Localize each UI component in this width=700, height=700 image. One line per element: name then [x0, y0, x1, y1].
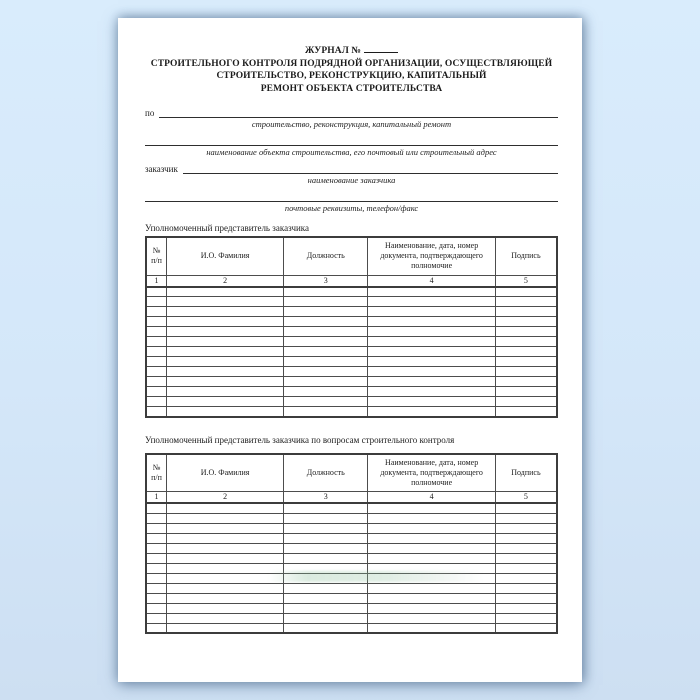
header-cell-1: № п/п	[146, 237, 167, 275]
table-row	[146, 613, 557, 623]
empty-cell	[146, 347, 167, 357]
header-cell-4: Наименование, дата, номер документа, подтверждающего полномочие	[368, 454, 495, 492]
column-number-cell-2: 2	[167, 492, 284, 504]
empty-cell	[495, 397, 557, 407]
empty-cell	[284, 347, 368, 357]
empty-cell	[167, 533, 284, 543]
empty-cell	[146, 513, 167, 523]
empty-cell	[284, 377, 368, 387]
empty-cell	[167, 397, 284, 407]
header-cell-3: Должность	[284, 237, 368, 275]
empty-cell	[495, 523, 557, 533]
empty-cell	[368, 397, 495, 407]
empty-cell	[368, 573, 495, 583]
table-row	[146, 397, 557, 407]
empty-cell	[368, 593, 495, 603]
header-cell-2: И.О. Фамилия	[167, 454, 284, 492]
empty-cell	[368, 553, 495, 563]
table-row	[146, 287, 557, 297]
table-row	[146, 367, 557, 377]
empty-cell	[495, 593, 557, 603]
empty-cell	[167, 503, 284, 513]
column-number-cell-4: 4	[368, 492, 495, 504]
table-row	[146, 563, 557, 573]
table-row	[146, 297, 557, 307]
empty-cell	[495, 623, 557, 633]
empty-cell	[167, 307, 284, 317]
empty-cell	[284, 357, 368, 367]
column-number-cell-1: 1	[146, 492, 167, 504]
table-row	[146, 553, 557, 563]
header-cell-4: Наименование, дата, номер документа, подтверждающего полномочие	[368, 237, 495, 275]
empty-cell	[167, 553, 284, 563]
empty-cell	[146, 503, 167, 513]
field-caption-requisites: почтовые реквизиты, телефон/факс	[284, 203, 419, 213]
empty-cell	[284, 593, 368, 603]
table-row	[146, 337, 557, 347]
empty-cell	[284, 503, 368, 513]
empty-cell	[284, 563, 368, 573]
representatives-table-1	[145, 236, 558, 418]
field-row-zakazchik	[145, 164, 558, 174]
empty-cell	[167, 543, 284, 553]
empty-cell	[167, 573, 284, 583]
empty-cell	[146, 553, 167, 563]
empty-cell	[284, 317, 368, 327]
field-row-po	[145, 108, 558, 118]
empty-cell	[167, 583, 284, 593]
empty-cell	[495, 327, 557, 337]
empty-cell	[146, 523, 167, 533]
empty-cell	[368, 367, 495, 377]
empty-cell	[495, 503, 557, 513]
empty-cell	[284, 573, 368, 583]
title-line-4: РЕМОНТ ОБЪЕКТА СТРОИТЕЛЬСТВА	[260, 83, 443, 94]
empty-cell	[368, 533, 495, 543]
empty-cell	[284, 543, 368, 553]
table-row	[146, 603, 557, 613]
empty-cell	[167, 603, 284, 613]
table-row	[146, 523, 557, 533]
empty-cell	[368, 503, 495, 513]
empty-cell	[167, 593, 284, 603]
empty-cell	[495, 533, 557, 543]
empty-cell	[146, 603, 167, 613]
empty-cell	[284, 397, 368, 407]
table-row	[146, 623, 557, 633]
empty-cell	[146, 337, 167, 347]
header-cell-2: И.О. Фамилия	[167, 237, 284, 275]
empty-cell	[368, 327, 495, 337]
empty-cell	[368, 513, 495, 523]
empty-cell	[495, 613, 557, 623]
empty-cell	[368, 297, 495, 307]
empty-cell	[368, 613, 495, 623]
empty-cell	[146, 367, 167, 377]
representatives-table-2	[145, 453, 558, 635]
table-row	[146, 583, 557, 593]
table-row	[146, 513, 557, 523]
table-row	[146, 327, 557, 337]
empty-cell	[495, 563, 557, 573]
header-cell-5: Подпись	[495, 237, 557, 275]
empty-cell	[167, 287, 284, 297]
table-row	[146, 573, 557, 583]
empty-cell	[146, 287, 167, 297]
column-number-cell-2: 2	[167, 275, 284, 287]
column-number-cell-3: 3	[284, 492, 368, 504]
table2-label: Уполномоченный представитель заказчика по вопросам строительного контроля	[145, 434, 455, 445]
empty-cell	[284, 367, 368, 377]
empty-cell	[284, 583, 368, 593]
empty-cell	[167, 377, 284, 387]
empty-cell	[495, 297, 557, 307]
empty-cell	[284, 553, 368, 563]
empty-cell	[368, 357, 495, 367]
empty-cell	[146, 623, 167, 633]
table-row	[146, 454, 557, 492]
field-label-po: по	[145, 108, 155, 118]
empty-cell	[495, 317, 557, 327]
document-content	[118, 18, 582, 682]
empty-cell	[167, 613, 284, 623]
title-line-journal	[145, 44, 558, 58]
empty-cell	[495, 357, 557, 367]
empty-cell	[284, 327, 368, 337]
table-row	[146, 543, 557, 553]
empty-cell	[368, 523, 495, 533]
title-line-2: СТРОИТЕЛЬНОГО КОНТРОЛЯ ПОДРЯДНОЙ ОРГАНИЗАЦИИ, ОСУЩЕСТВЛЯЮЩЕЙ	[150, 58, 553, 69]
form-blank-line-object	[145, 129, 558, 146]
empty-cell	[284, 297, 368, 307]
empty-cell	[368, 287, 495, 297]
header-cell-5: Подпись	[495, 454, 557, 492]
empty-cell	[146, 593, 167, 603]
empty-cell	[146, 327, 167, 337]
form-blank-line-zakazchik	[183, 164, 558, 174]
column-number-cell-5: 5	[495, 492, 557, 504]
column-number-cell-1: 1	[146, 275, 167, 287]
empty-cell	[284, 603, 368, 613]
empty-cell	[167, 563, 284, 573]
empty-cell	[146, 377, 167, 387]
empty-cell	[495, 287, 557, 297]
table-row	[146, 533, 557, 543]
empty-cell	[167, 513, 284, 523]
empty-cell	[146, 583, 167, 593]
empty-cell	[146, 613, 167, 623]
empty-cell	[284, 523, 368, 533]
title-line-3: СТРОИТЕЛЬСТВО, РЕКОНСТРУКЦИЮ, КАПИТАЛЬНЫЙ	[216, 71, 487, 81]
table-row	[146, 593, 557, 603]
empty-cell	[495, 377, 557, 387]
empty-cell	[284, 623, 368, 633]
empty-cell	[146, 543, 167, 553]
empty-cell	[495, 513, 557, 523]
empty-cell	[495, 603, 557, 613]
table-row	[146, 347, 557, 357]
empty-cell	[368, 543, 495, 553]
empty-cell	[167, 407, 284, 417]
table-row	[146, 317, 557, 327]
field-caption-zakazchik: наименование заказчика	[307, 175, 396, 185]
table-row	[146, 357, 557, 367]
empty-cell	[284, 387, 368, 397]
empty-cell	[284, 307, 368, 317]
table-row	[146, 377, 557, 387]
empty-cell	[495, 553, 557, 563]
empty-cell	[146, 533, 167, 543]
empty-cell	[146, 397, 167, 407]
journal-number-blank	[364, 44, 398, 53]
empty-cell	[368, 337, 495, 347]
empty-cell	[368, 317, 495, 327]
column-number-cell-5: 5	[495, 275, 557, 287]
empty-cell	[495, 367, 557, 377]
header-cell-3: Должность	[284, 454, 368, 492]
empty-cell	[146, 573, 167, 583]
empty-cell	[284, 407, 368, 417]
empty-cell	[495, 307, 557, 317]
empty-cell	[368, 407, 495, 417]
empty-cell	[368, 377, 495, 387]
empty-cell	[284, 533, 368, 543]
empty-cell	[495, 347, 557, 357]
document-page	[118, 18, 582, 682]
empty-cell	[146, 307, 167, 317]
empty-cell	[167, 357, 284, 367]
form-blank-line-requisites	[145, 185, 558, 202]
empty-cell	[167, 297, 284, 307]
journal-number-label: ЖУРНАЛ №	[304, 46, 362, 56]
empty-cell	[368, 583, 495, 593]
empty-cell	[495, 407, 557, 417]
header-cell-1: № п/п	[146, 454, 167, 492]
empty-cell	[167, 387, 284, 397]
empty-cell	[495, 543, 557, 553]
table-row	[146, 407, 557, 417]
table-row	[146, 237, 557, 275]
empty-cell	[146, 317, 167, 327]
table-row	[146, 503, 557, 513]
field-caption-object: наименование объекта строительства, его почтовый или строительный адрес	[206, 147, 497, 157]
empty-cell	[146, 357, 167, 367]
empty-cell	[167, 623, 284, 633]
document-title	[145, 44, 558, 95]
form-blank-line-po	[159, 108, 558, 118]
table-row	[146, 387, 557, 397]
empty-cell	[368, 307, 495, 317]
empty-cell	[495, 387, 557, 397]
column-number-cell-3: 3	[284, 275, 368, 287]
field-caption-po: строительство, реконструкция, капитальный ремонт	[251, 119, 452, 129]
empty-cell	[167, 523, 284, 533]
empty-cell	[167, 367, 284, 377]
empty-cell	[368, 603, 495, 613]
empty-cell	[368, 623, 495, 633]
empty-cell	[284, 287, 368, 297]
empty-cell	[146, 563, 167, 573]
empty-cell	[167, 347, 284, 357]
empty-cell	[368, 387, 495, 397]
table1-label: Уполномоченный представитель заказчика	[145, 223, 310, 233]
empty-cell	[495, 583, 557, 593]
empty-cell	[284, 337, 368, 347]
empty-cell	[146, 297, 167, 307]
table-row	[146, 492, 557, 504]
empty-cell	[167, 337, 284, 347]
table-row	[146, 307, 557, 317]
empty-cell	[167, 327, 284, 337]
empty-cell	[146, 387, 167, 397]
empty-cell	[495, 337, 557, 347]
table-row	[146, 275, 557, 287]
column-number-cell-4: 4	[368, 275, 495, 287]
empty-cell	[284, 613, 368, 623]
empty-cell	[284, 513, 368, 523]
empty-cell	[146, 407, 167, 417]
empty-cell	[495, 573, 557, 583]
empty-cell	[368, 347, 495, 357]
empty-cell	[167, 317, 284, 327]
field-label-zakazchik: заказчик	[145, 164, 178, 174]
empty-cell	[368, 563, 495, 573]
